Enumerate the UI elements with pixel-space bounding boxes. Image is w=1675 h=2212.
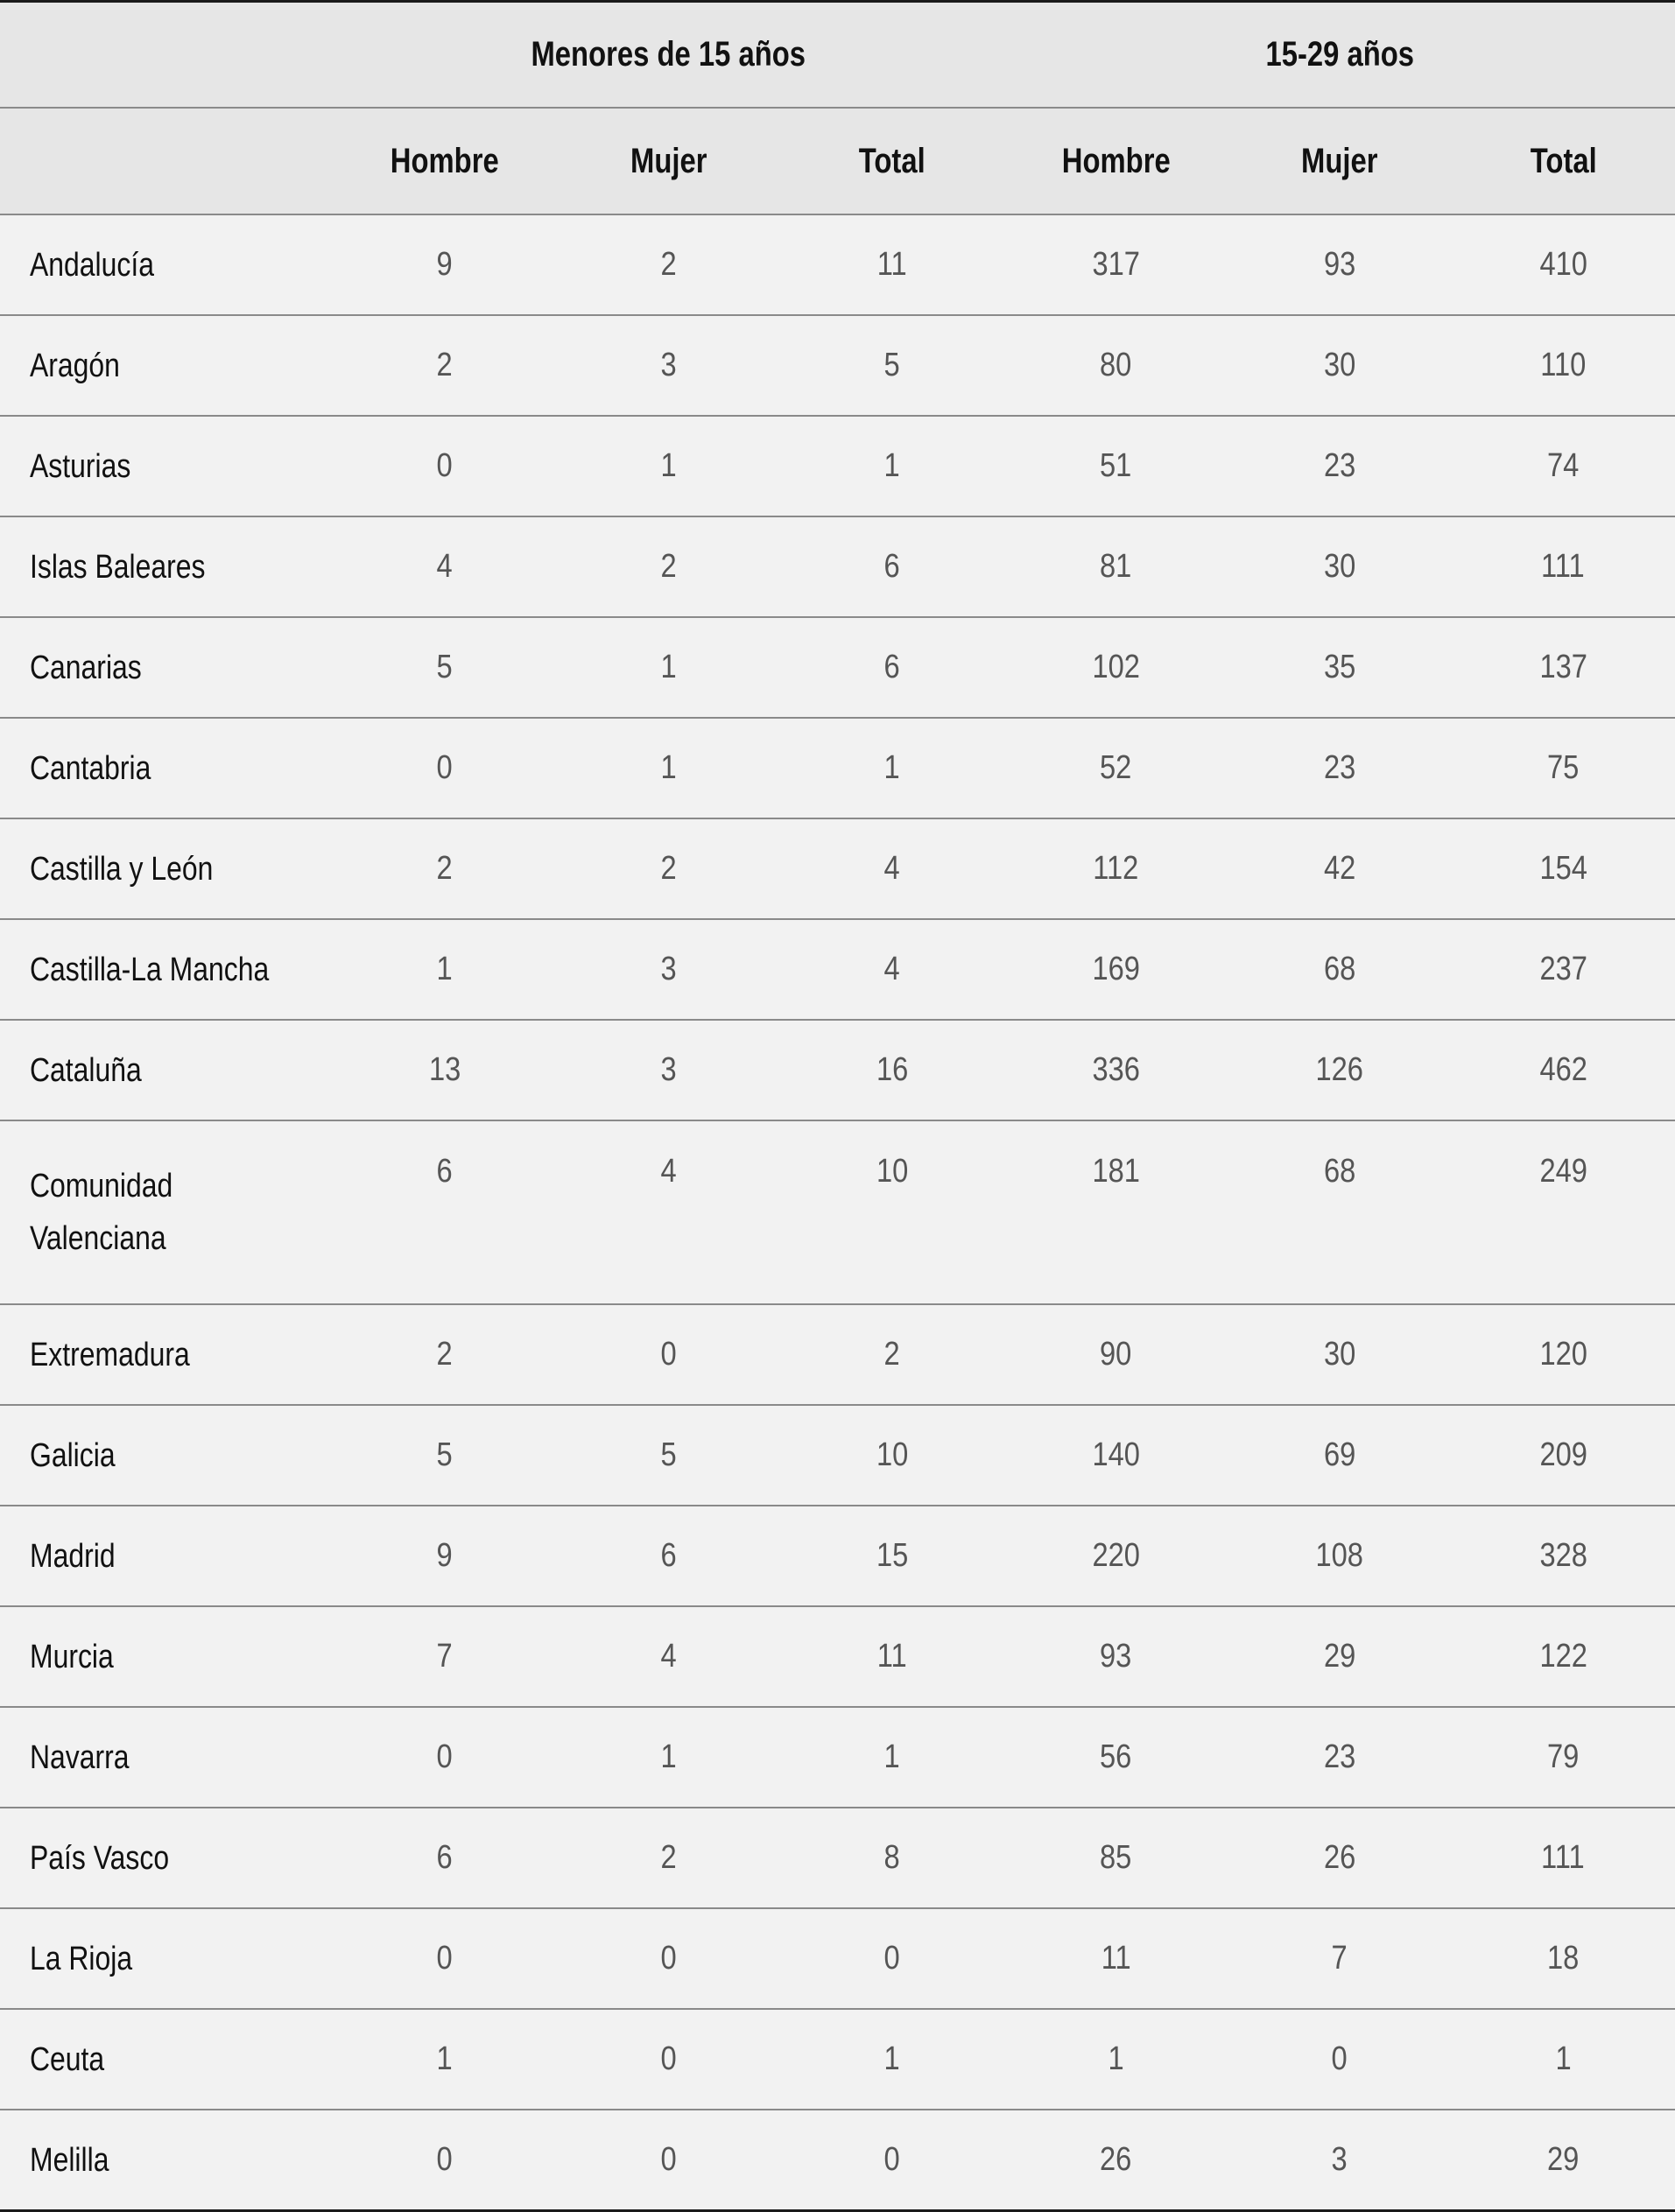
region-label: Extremadura: [30, 1336, 190, 1373]
value-text: 4: [883, 951, 900, 987]
value-cell: [333, 1606, 557, 1707]
table-row: [0, 2009, 1675, 2110]
value-cell: [333, 2009, 557, 2110]
value-text: 6: [436, 1153, 453, 1190]
value-cell: [333, 1808, 557, 1908]
value-cell: [557, 516, 781, 617]
value-cell: [333, 1908, 557, 2009]
value-cell: [557, 1304, 781, 1405]
value-cell: [780, 1808, 1004, 1908]
value-cell: [557, 214, 781, 315]
value-text: 18: [1547, 1940, 1580, 1977]
sub-header-empty: [30, 108, 303, 214]
value-text: 1: [436, 951, 453, 987]
value-text: 120: [1539, 1336, 1587, 1373]
region-cell: [0, 2009, 333, 2110]
value-cell: [1452, 315, 1675, 416]
region-cell: [0, 1405, 333, 1506]
value-text: 0: [436, 2141, 453, 2178]
value-cell: [333, 1020, 557, 1120]
table-row: [0, 919, 1675, 1020]
sub-header-row: [0, 108, 1675, 214]
value-cell: [780, 214, 1004, 315]
value-cell: [1452, 1405, 1675, 1506]
value-text: 2: [660, 850, 677, 887]
value-text: 30: [1323, 1336, 1355, 1373]
value-text: 1: [660, 447, 677, 484]
region-cell: [0, 1506, 333, 1606]
value-cell: [1452, 1908, 1675, 2009]
value-cell: [333, 1120, 557, 1304]
value-text: 8: [883, 1839, 900, 1876]
region-label: País Vasco: [30, 1839, 170, 1877]
value-cell: [557, 919, 781, 1020]
value-text: 126: [1315, 1051, 1364, 1088]
value-cell: [1228, 1405, 1452, 1506]
region-cell: [0, 1908, 333, 2009]
value-text: 10: [876, 1153, 908, 1190]
value-cell: [780, 1405, 1004, 1506]
value-text: 56: [1100, 1738, 1132, 1775]
value-cell: [1452, 1707, 1675, 1808]
value-text: 209: [1539, 1436, 1587, 1473]
value-cell: [557, 315, 781, 416]
value-text: 23: [1323, 1738, 1355, 1775]
table-row: [0, 416, 1675, 516]
value-cell: [333, 1304, 557, 1405]
value-text: 5: [436, 1436, 453, 1473]
value-cell: [780, 1304, 1004, 1405]
value-text: 5: [436, 649, 453, 685]
value-text: 11: [876, 246, 907, 283]
sub-header-total: Total: [800, 108, 984, 214]
value-cell: [1228, 315, 1452, 416]
value-cell: [557, 1606, 781, 1707]
region-cell: [0, 617, 333, 718]
value-cell: [1452, 516, 1675, 617]
value-text: 7: [1331, 1940, 1348, 1977]
value-text: 0: [883, 1940, 900, 1977]
value-cell: [557, 416, 781, 516]
value-text: 75: [1547, 749, 1580, 786]
value-cell: [1228, 1606, 1452, 1707]
value-text: 2: [660, 1839, 677, 1876]
value-cell: [1004, 1808, 1228, 1908]
region-cell: [0, 1020, 333, 1120]
sub-header-hombre: Hombre: [1024, 108, 1208, 214]
value-text: 6: [883, 649, 900, 685]
value-text: 220: [1092, 1537, 1140, 1574]
value-text: 0: [660, 1336, 677, 1373]
value-cell: [1004, 315, 1228, 416]
table-row: [0, 617, 1675, 718]
value-cell: [1004, 1020, 1228, 1120]
value-cell: [780, 1606, 1004, 1707]
region-cell: [0, 1707, 333, 1808]
value-text: 6: [436, 1839, 453, 1876]
region-cell: [0, 1120, 333, 1304]
region-cell: [0, 718, 333, 818]
value-text: 85: [1100, 1839, 1132, 1876]
value-cell: [333, 919, 557, 1020]
value-text: 79: [1547, 1738, 1580, 1775]
region-label: Andalucía: [30, 246, 154, 284]
value-text: 1: [436, 2040, 453, 2077]
region-cell: [0, 1304, 333, 1405]
value-text: 1: [660, 1738, 677, 1775]
table-row: [0, 1405, 1675, 1506]
value-cell: [1228, 2110, 1452, 2211]
table-row: [0, 315, 1675, 416]
value-cell: [333, 1506, 557, 1606]
value-text: 0: [436, 447, 453, 484]
value-text: 3: [660, 951, 677, 987]
value-cell: [780, 2009, 1004, 2110]
value-text: 26: [1323, 1839, 1355, 1876]
table-row: [0, 1808, 1675, 1908]
table-row: [0, 718, 1675, 818]
value-cell: [1004, 214, 1228, 315]
value-cell: [557, 617, 781, 718]
value-text: 93: [1100, 1638, 1132, 1675]
value-text: 0: [660, 2040, 677, 2077]
value-cell: [333, 718, 557, 818]
value-text: 1: [883, 1738, 900, 1775]
value-cell: [557, 1120, 781, 1304]
value-cell: [1004, 1405, 1228, 1506]
value-cell: [1228, 2009, 1452, 2110]
table-row: [0, 1020, 1675, 1120]
table-header: [0, 2, 1675, 215]
table-row: [0, 1120, 1675, 1304]
value-text: 51: [1100, 447, 1132, 484]
value-cell: [333, 416, 557, 516]
value-cell: [557, 2110, 781, 2211]
region-label: Canarias: [30, 649, 142, 686]
value-text: 2: [436, 850, 453, 887]
region-cell: [0, 818, 333, 919]
value-text: 1: [883, 749, 900, 786]
value-cell: [557, 1020, 781, 1120]
value-cell: [1452, 1606, 1675, 1707]
value-cell: [1228, 1304, 1452, 1405]
value-cell: [1452, 919, 1675, 1020]
value-text: 0: [883, 2141, 900, 2178]
value-cell: [1004, 2110, 1228, 2211]
value-cell: [1228, 919, 1452, 1020]
value-text: 13: [428, 1051, 461, 1088]
value-text: 1: [1108, 2040, 1124, 2077]
region-label: Galicia: [30, 1436, 116, 1474]
value-cell: [1228, 1506, 1452, 1606]
value-text: 4: [660, 1638, 677, 1675]
value-text: 5: [660, 1436, 677, 1473]
value-text: 0: [660, 2141, 677, 2178]
table-row: [0, 1707, 1675, 1808]
value-cell: [557, 1506, 781, 1606]
value-cell: [780, 315, 1004, 416]
value-cell: [1004, 416, 1228, 516]
value-text: 16: [876, 1051, 908, 1088]
value-text: 0: [436, 1738, 453, 1775]
value-cell: [780, 1707, 1004, 1808]
value-text: 23: [1323, 447, 1355, 484]
value-text: 0: [436, 749, 453, 786]
value-text: 30: [1323, 347, 1355, 383]
table-row: [0, 214, 1675, 315]
table-row: [0, 1606, 1675, 1707]
value-cell: [1004, 718, 1228, 818]
value-cell: [333, 516, 557, 617]
value-cell: [1452, 1120, 1675, 1304]
value-text: 10: [876, 1436, 908, 1473]
value-text: 462: [1539, 1051, 1587, 1088]
value-cell: [780, 1120, 1004, 1304]
value-cell: [1452, 818, 1675, 919]
value-cell: [333, 1405, 557, 1506]
value-text: 9: [436, 246, 453, 283]
value-text: 0: [660, 1940, 677, 1977]
value-text: 1: [883, 447, 900, 484]
value-text: 328: [1539, 1537, 1587, 1574]
value-text: 2: [660, 246, 677, 283]
value-cell: [557, 1808, 781, 1908]
region-cell: [0, 516, 333, 617]
value-cell: [780, 1506, 1004, 1606]
value-text: 122: [1539, 1638, 1587, 1675]
value-text: 2: [660, 548, 677, 585]
value-cell: [557, 718, 781, 818]
value-text: 110: [1540, 347, 1587, 383]
value-cell: [557, 2009, 781, 2110]
value-text: 15: [876, 1537, 908, 1574]
region-label: Aragón: [30, 347, 120, 384]
sub-header-total: Total: [1472, 108, 1656, 214]
region-cell: [0, 315, 333, 416]
value-cell: [333, 315, 557, 416]
value-cell: [1452, 1506, 1675, 1606]
value-text: 29: [1547, 2141, 1580, 2178]
region-cell: [0, 1606, 333, 1707]
value-cell: [1228, 516, 1452, 617]
group-header-15-29: 15-29 años: [1065, 2, 1615, 109]
value-text: 42: [1323, 850, 1355, 887]
value-cell: [333, 2110, 557, 2211]
table-row: [0, 1506, 1675, 1606]
region-label: Asturias: [30, 447, 131, 485]
region-cell: [0, 416, 333, 516]
value-text: 336: [1092, 1051, 1140, 1088]
group-header-under-15: Menores de 15 años: [393, 2, 944, 109]
table-row: [0, 516, 1675, 617]
value-cell: [1004, 818, 1228, 919]
value-cell: [1452, 2110, 1675, 2211]
value-cell: [333, 1707, 557, 1808]
value-text: 6: [660, 1537, 677, 1574]
value-text: 102: [1092, 649, 1140, 685]
value-cell: [1228, 617, 1452, 718]
value-text: 2: [883, 1336, 900, 1373]
sub-header-hombre: Hombre: [353, 108, 537, 214]
value-cell: [1004, 1908, 1228, 2009]
value-cell: [780, 1020, 1004, 1120]
value-text: 1: [660, 749, 677, 786]
region-cell: [0, 919, 333, 1020]
value-text: 4: [436, 548, 453, 585]
table-row: [0, 1908, 1675, 2009]
value-text: 317: [1092, 246, 1140, 283]
value-text: 3: [660, 1051, 677, 1088]
value-text: 3: [1331, 2141, 1348, 2178]
value-cell: [1228, 1020, 1452, 1120]
value-cell: [1004, 2009, 1228, 2110]
region-cell: [0, 214, 333, 315]
value-text: 249: [1539, 1153, 1587, 1190]
value-cell: [1228, 1120, 1452, 1304]
region-label: Castilla-La Mancha: [30, 951, 270, 988]
region-label: Murcia: [30, 1638, 114, 1675]
region-label: Castilla y León: [30, 850, 214, 888]
value-cell: [780, 516, 1004, 617]
value-cell: [1004, 1606, 1228, 1707]
value-text: 52: [1100, 749, 1132, 786]
value-text: 137: [1539, 649, 1587, 685]
value-text: 0: [1331, 2040, 1348, 2077]
value-text: 7: [436, 1638, 453, 1675]
value-cell: [1004, 516, 1228, 617]
value-text: 2: [436, 1336, 453, 1373]
region-cell: [0, 2110, 333, 2211]
value-text: 6: [883, 548, 900, 585]
table-row: [0, 1304, 1675, 1405]
value-text: 68: [1323, 1153, 1355, 1190]
value-cell: [1228, 1707, 1452, 1808]
value-text: 410: [1539, 246, 1587, 283]
value-cell: [780, 617, 1004, 718]
value-cell: [1228, 718, 1452, 818]
region-label: Comunidad Valenciana: [30, 1168, 173, 1257]
value-cell: [557, 1405, 781, 1506]
value-text: 68: [1323, 951, 1355, 987]
value-cell: [1452, 2009, 1675, 2110]
value-text: 2: [436, 347, 453, 383]
value-cell: [1004, 1707, 1228, 1808]
value-cell: [1004, 1304, 1228, 1405]
region-label: La Rioja: [30, 1940, 133, 1977]
value-cell: [1228, 1808, 1452, 1908]
value-cell: [1452, 416, 1675, 516]
value-cell: [557, 818, 781, 919]
value-cell: [780, 718, 1004, 818]
value-text: 30: [1323, 548, 1355, 585]
region-cell: [0, 1808, 333, 1908]
value-cell: [780, 919, 1004, 1020]
value-text: 1: [1555, 2040, 1572, 2077]
value-text: 29: [1323, 1638, 1355, 1675]
value-text: 74: [1547, 447, 1580, 484]
value-text: 90: [1100, 1336, 1132, 1373]
value-text: 111: [1541, 548, 1586, 585]
value-cell: [1004, 1506, 1228, 1606]
value-cell: [1452, 1808, 1675, 1908]
value-cell: [333, 214, 557, 315]
table-row: [0, 818, 1675, 919]
region-label: Cataluña: [30, 1051, 142, 1089]
value-text: 140: [1092, 1436, 1140, 1473]
value-cell: [1228, 818, 1452, 919]
sub-header-mujer: Mujer: [1248, 108, 1432, 214]
value-cell: [333, 617, 557, 718]
value-cell: [1228, 1908, 1452, 2009]
value-text: 0: [436, 1940, 453, 1977]
value-cell: [1004, 617, 1228, 718]
value-text: 11: [876, 1638, 907, 1675]
region-label: Madrid: [30, 1537, 116, 1575]
value-cell: [1452, 718, 1675, 818]
value-text: 23: [1323, 749, 1355, 786]
region-label: Islas Baleares: [30, 548, 206, 586]
value-text: 154: [1539, 850, 1587, 887]
value-text: 181: [1092, 1153, 1140, 1190]
value-cell: [780, 416, 1004, 516]
value-cell: [557, 1908, 781, 2009]
value-cell: [1452, 1020, 1675, 1120]
value-cell: [780, 818, 1004, 919]
value-cell: [1452, 1304, 1675, 1405]
value-text: 11: [1101, 1940, 1131, 1977]
value-text: 237: [1539, 951, 1587, 987]
region-label: Navarra: [30, 1738, 130, 1776]
group-header-row: [0, 2, 1675, 109]
value-cell: [333, 818, 557, 919]
value-text: 108: [1315, 1537, 1364, 1574]
sub-header-mujer: Mujer: [576, 108, 760, 214]
value-text: 80: [1100, 347, 1132, 383]
value-cell: [780, 2110, 1004, 2211]
value-cell: [1004, 919, 1228, 1020]
value-cell: [1228, 214, 1452, 315]
value-cell: [1452, 214, 1675, 315]
value-text: 4: [660, 1153, 677, 1190]
group-header-empty: [30, 2, 303, 109]
value-text: 26: [1100, 2141, 1132, 2178]
value-text: 5: [883, 347, 900, 383]
value-text: 9: [436, 1537, 453, 1574]
region-label: Melilla: [30, 2141, 109, 2179]
table-body: [0, 214, 1675, 2211]
value-text: 81: [1100, 548, 1132, 585]
value-cell: [1004, 1120, 1228, 1304]
value-text: 3: [660, 347, 677, 383]
value-text: 1: [883, 2040, 900, 2077]
region-label: Ceuta: [30, 2040, 105, 2078]
value-text: 111: [1541, 1839, 1586, 1876]
value-text: 69: [1323, 1436, 1355, 1473]
value-text: 35: [1323, 649, 1355, 685]
value-cell: [557, 1707, 781, 1808]
value-cell: [1452, 617, 1675, 718]
value-text: 4: [883, 850, 900, 887]
value-text: 169: [1092, 951, 1140, 987]
value-cell: [780, 1908, 1004, 2009]
value-text: 1: [660, 649, 677, 685]
region-label: Cantabria: [30, 749, 151, 787]
value-cell: [1228, 416, 1452, 516]
value-text: 93: [1323, 246, 1355, 283]
table-row: [0, 2110, 1675, 2211]
value-text: 112: [1093, 850, 1139, 887]
